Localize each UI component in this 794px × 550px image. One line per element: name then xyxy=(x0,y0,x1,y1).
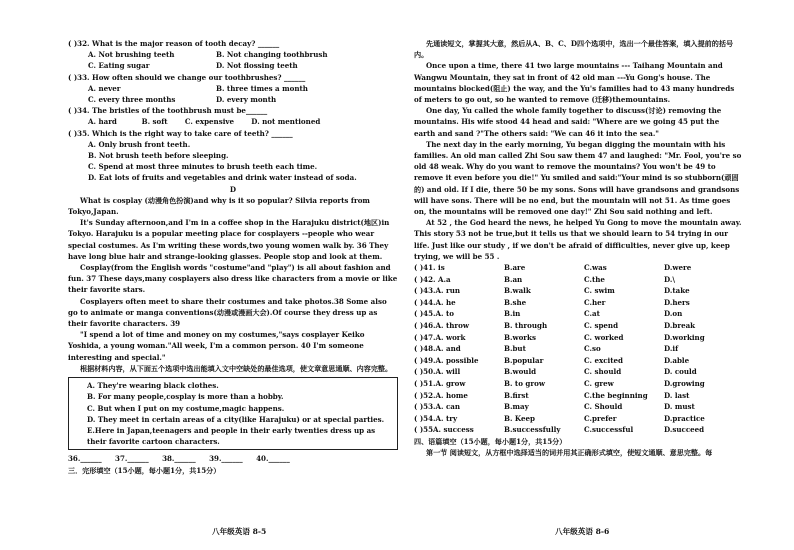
cloze-option-cell: B.an xyxy=(504,274,523,284)
cloze-option-cell: C.successful xyxy=(584,425,634,435)
cloze-option-cell: ( )41. is xyxy=(414,263,445,273)
cloze-option-cell: D.take xyxy=(664,286,690,296)
cloze-option-cell: B.first xyxy=(504,390,529,400)
section-four-part1: 第一节 阅读短文，从方框中选择适当的词并用其正确形式填空，使短文通顺、意思完整。每 xyxy=(426,448,713,458)
section-d-heading: D xyxy=(229,184,237,194)
cloze-option-cell: B. Keep xyxy=(504,413,535,423)
cloze-option-cell: ( )54.A. try xyxy=(414,413,458,423)
option-d: D. every month xyxy=(216,95,277,105)
cloze-option-cell: ( )44.A. he xyxy=(414,297,456,307)
option-a: A. never xyxy=(88,83,121,93)
passage-paragraph: "I spend a lot of time and money on my costumes,"says cosplayer Keiko Yoshida, a young woman."All week, I'm a common person. 40 I'm someone interesting and special." xyxy=(68,330,365,362)
cloze-option-cell: B.she xyxy=(504,297,527,307)
question-34-options: A. hard B. soft C. expensive D. not mentioned xyxy=(88,117,321,127)
question-35-option-b: B. Not brush teeth before sleeping. xyxy=(88,151,229,161)
cloze-option-cell: D.succeed xyxy=(664,425,705,435)
cloze-option-cell: B.are xyxy=(504,263,526,273)
option-b: B. three times a month xyxy=(216,83,308,93)
cloze-option-cell: C.at xyxy=(584,309,600,319)
cloze-option-cell: C. should xyxy=(584,367,622,377)
cloze-option-cell: ( )55A. success xyxy=(414,425,474,435)
cloze-option-cell: C.was xyxy=(584,263,607,273)
question-35: ( )35. Which is the right way to take care of teeth? ______ xyxy=(68,128,293,138)
box-option: D. They meet in certain areas of a city(like Harajuku) or at special parties. xyxy=(87,414,385,424)
page-footer-right: 八年级英语 8-6 xyxy=(555,527,610,536)
cloze-option-cell: ( )49.A. possible xyxy=(414,355,479,365)
option-d: D. Not flossing teeth xyxy=(216,61,298,71)
cloze-option-cell: ( )43.A. run xyxy=(414,286,461,296)
question-35-option-d: D. Eat lots of fruits and vegetables and drink water instead of soda. xyxy=(88,173,357,183)
cloze-option-cell: D.hers xyxy=(664,297,690,307)
cloze-option-cell: D. could xyxy=(664,367,697,377)
question-34: ( )34. The bristles of the toothbrush must be______ xyxy=(68,106,268,116)
cloze-option-cell: B. to grow xyxy=(504,379,545,388)
option-c: C. every three months xyxy=(88,95,176,105)
cloze-option-cell: B.successfully xyxy=(504,425,561,435)
cloze-option-cell: ( )46.A. throw xyxy=(414,321,469,331)
cloze-option-cell: C. grew xyxy=(584,379,614,388)
section-four-heading: 四、语篇填空（15小题，每小题1分，共15分） xyxy=(414,436,567,446)
cloze-option-cell: D.growing xyxy=(664,379,705,388)
question-35-option-c: C. Spend at most three minutes to brush teeth each time. xyxy=(88,162,318,172)
task-instruction: 根据材料内容，从下面五个选项中选出能填入文中空缺处的最佳选项，使文章意思通顺、内容完整。 xyxy=(80,363,393,373)
question-33: ( )33. How often should we change our toothbrushes? ______ xyxy=(68,72,306,82)
cloze-option-cell: D. last xyxy=(664,390,690,400)
option-b: B. Not changing toothbrush xyxy=(216,50,328,60)
cloze-option-cell: ( )52.A. home xyxy=(414,390,468,400)
cloze-option-cell: C. swim xyxy=(584,286,615,296)
cloze-option-cell: B.walk xyxy=(504,286,531,296)
cloze-option-cell: D. must xyxy=(664,402,695,412)
cloze-option-cell: B.but xyxy=(504,344,526,354)
cloze-option-cell: C.her xyxy=(584,297,606,307)
page-footer-left: 八年级英语 8-5 xyxy=(212,527,267,536)
left-page xyxy=(68,38,398,476)
option-c: C. Eating sugar xyxy=(88,61,150,71)
box-option: B. For many people,cosplay is more than a hobby. xyxy=(87,392,284,402)
section-three-heading: 三．完形填空（15小题，每小题1分，共15分） xyxy=(68,465,221,475)
cloze-option-cell: D.\ xyxy=(664,274,675,284)
cloze-option-cell: B.in xyxy=(504,309,521,319)
cloze-option-cell: ( )53.A. can xyxy=(414,402,461,412)
cloze-option-cell: ( )42. A.a xyxy=(414,274,451,284)
cloze-option-cell: ( )50.A. will xyxy=(414,367,461,377)
cloze-paragraph: At 52 , the God heard the news, he helped Yu Gong to move the mountain away. This story 53 not be true,but it tells us that we should learn to 54 trying in our life. Just like our study , if we don't be afraid of difficulties, never give up, keep trying, we will be 55 . xyxy=(414,218,742,261)
cloze-option-cell: D.on xyxy=(664,309,683,319)
cloze-option-cell: ( )45.A. to xyxy=(414,309,454,319)
cloze-option-cell: D.practice xyxy=(664,413,705,423)
cloze-option-cell: C.prefer xyxy=(584,413,617,423)
box-option: E.Here in Japan,teenagers and people in their early twenties dress up as their favorite cartoon characters. xyxy=(87,425,376,447)
box-option: C. But when I put on my costume,magic happens. xyxy=(87,403,285,413)
cloze-option-cell: B.works xyxy=(504,332,536,342)
cloze-option-cell: D.were xyxy=(664,263,692,273)
cloze-paragraph: Once upon a time, there 41 two large mountains --- Taihang Mountain and Wangwu Mountain, they sat in front of 42 old man ---Yu Gong's house. The mountains blocked(阻止) the way, and the Yu's families had to 43 many hundreds of meters to go out, so he wanted to remove (迁移)themountains. xyxy=(414,61,735,105)
cloze-option-cell: C.the beginning xyxy=(584,390,648,400)
cloze-option-cell: D.if xyxy=(664,344,679,354)
cloze-option-cell: D.able xyxy=(664,355,690,365)
cloze-instruction: 先通读短文，掌握其大意，然后从A、B、C、D四个选项中，选出一个最佳答案，填入提前的括号内。 xyxy=(414,39,734,60)
cloze-option-cell: B.may xyxy=(504,402,529,412)
cloze-paragraph: One day, Yu called the whole family together to discuss(讨论) removing the mountains. His wife stood 44 head and said: "Where are we going 45 put the earth and sand ?"The others said: "We can 46 it into the sea." xyxy=(414,106,722,138)
question-32-options-2 xyxy=(68,60,398,71)
cloze-option-cell: C. Should xyxy=(584,402,623,412)
cloze-option-cell: C.so xyxy=(584,344,601,354)
cloze-paragraph: The next day in the early morning, Yu began digging the mountain with his families. An old man called Zhi Sou saw them 47 and laughed: "Mr. Fool, you're so old 48 weak. Why do you want to remove the mountains? You won't be 49 to remove it even before you die!" Yu smiled and said:"Your mind is so stubborn(顽固的) and old. If I die, there 50 be my sons. Sons will have grandsons and grandsons will have sons. There will be no end, but the mountain will not 51. As time goes on, the mountains will be removed one day!" Zhi Sou said nothing and left. xyxy=(414,139,742,217)
cloze-option-cell: D.break xyxy=(664,321,696,331)
cloze-option-cell: ( )51.A. grow xyxy=(414,379,466,388)
cloze-option-cell: D.working xyxy=(664,332,705,342)
cloze-options-grid xyxy=(414,262,742,436)
answer-line: 36.______ 37.______ 38.______ 39.______ 40.______ xyxy=(68,454,290,464)
option-a: A. Not brushing teeth xyxy=(88,50,175,60)
cloze-option-cell: ( )47.A. work xyxy=(414,332,466,342)
box-option: A. They're wearing black clothes. xyxy=(87,381,219,391)
question-35-option-a: A. Only brush front teeth. xyxy=(88,139,191,149)
question-32: ( )32. What is the major reason of tooth decay? ______ xyxy=(68,39,280,48)
question-32-options xyxy=(68,49,398,60)
cloze-option-cell: B.would xyxy=(504,367,537,377)
right-page xyxy=(414,38,742,458)
cloze-option-cell: C.the xyxy=(584,274,605,284)
question-33-options-2 xyxy=(68,94,398,105)
question-33-options xyxy=(68,83,398,94)
cloze-option-cell: B.popular xyxy=(504,355,544,365)
passage-paragraph: Cosplay(from the English words "costume"and "play") is all about fashion and fun. 37 These days,many cosplayers also dress like characters from a movie or like their favorite stars. xyxy=(68,263,398,295)
passage-paragraph: It's Sunday afternoon,and I'm in a coffee shop in the Harajuku district(地区)in Tokyo. Harajuku is a popular meeting place for cosplayers --people who wear special costumes. As I'm writing these words,two young women walk by. 36 They have long blue hair and strange-looking glasses. People stop and look at them. xyxy=(68,218,390,261)
cloze-option-cell: B. through xyxy=(504,321,548,331)
cloze-option-cell: C. spend xyxy=(584,321,619,331)
cloze-option-cell: C. excited xyxy=(584,355,623,365)
cloze-option-cell: ( )48.A. and xyxy=(414,344,461,354)
cloze-option-cell: C. worked xyxy=(584,332,624,342)
options-box xyxy=(68,377,398,450)
passage-paragraph: What is cosplay (动漫角色扮演)and why is it so popular? Silvia reports from Tokyo,Japan. xyxy=(68,195,370,217)
passage-paragraph: Cosplayers often meet to share their costumes and take photos.38 Some also go to animate or manga conventions(动漫或漫画大会).Of course they dress up as their favorite characters. 39 xyxy=(68,296,387,329)
